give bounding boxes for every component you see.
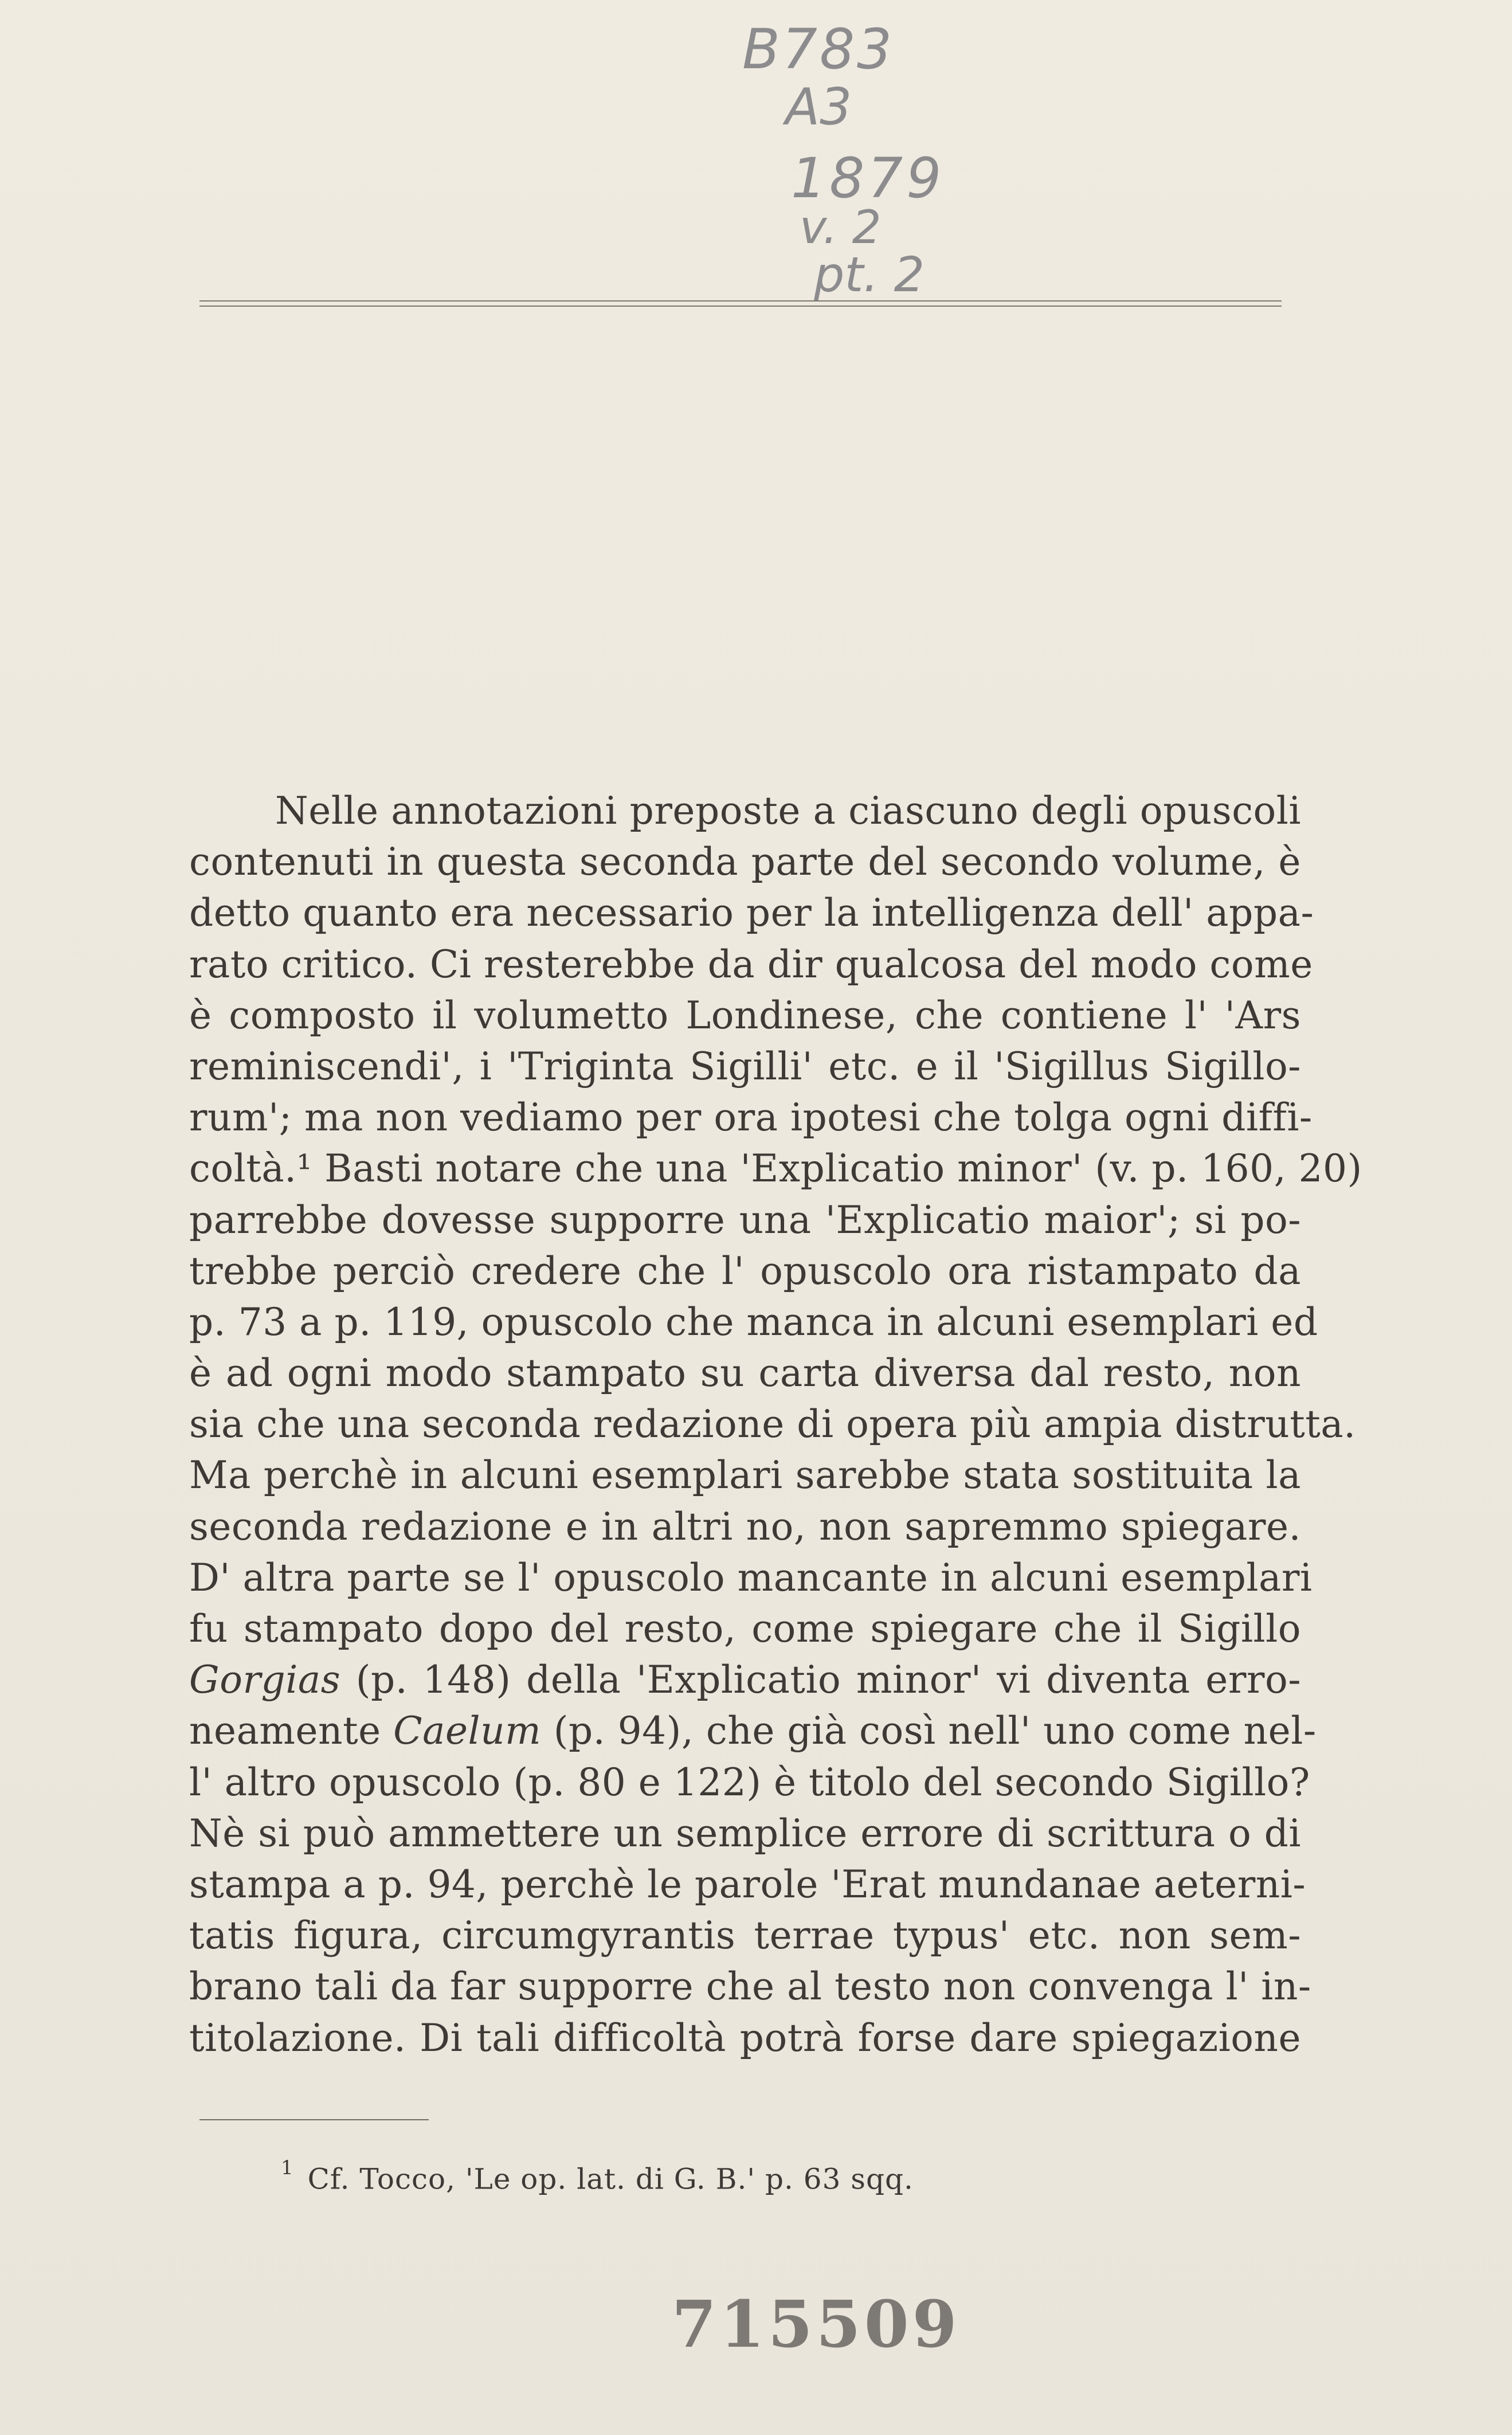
text-line: rum'; ma non vediamo per ora ipotesi che tolga ogni diffi- <box>189 1095 1313 1140</box>
text-line: detto quanto era necessario per la intelligenza dell' appa- <box>189 891 1314 935</box>
footnote <box>281 2156 914 2196</box>
text-line: coltà.¹ Basti notare che una 'Explicatio minor' (v. p. 160, 20) <box>189 1146 1362 1191</box>
pencil-shelfmark-line: A3 <box>785 77 852 136</box>
footnote-marker: 1 <box>281 2156 294 2179</box>
pencil-shelfmark-line: pt. 2 <box>814 246 925 303</box>
text-line: Nelle annotazioni preposte a ciascuno degli opuscoli <box>275 789 1301 833</box>
text-line <box>189 1654 1301 1705</box>
text-run: (p. 148) della 'Explicatio minor' vi diventa erro- <box>340 1658 1301 1702</box>
text-line: rato critico. Ci resterebbe da dir qualcosa del modo come <box>189 942 1313 986</box>
header-rule <box>199 306 1282 307</box>
header-rule <box>199 300 1282 302</box>
text-line: sia che una seconda redazione di opera più ampia distrutta. <box>189 1402 1356 1447</box>
text-run: neamente <box>189 1709 394 1753</box>
text-line: contenuti in questa seconda parte del secondo volume, è <box>189 840 1301 884</box>
text-line: Nè si può ammettere un semplice errore di scrittura o di <box>189 1811 1301 1855</box>
accession-stamp: 715509 <box>672 2287 961 2362</box>
text-line: titolazione. Di tali difficoltà potrà forse dare spiegazione <box>189 2015 1301 2060</box>
text-line: stampa a p. 94, perchè le parole 'Erat mundanae aeterni- <box>189 1862 1306 1906</box>
body-paragraph <box>189 785 1362 2064</box>
text-line: reminiscendi', i 'Triginta Sigilli' etc. e il 'Sigillus Sigillo- <box>189 1044 1301 1089</box>
footnote-rule <box>199 2119 429 2120</box>
italic-title: Caelum <box>393 1709 542 1753</box>
text-line <box>189 1705 1317 1756</box>
text-line: seconda redazione e in altri no, non sapremmo spiegare. <box>189 1504 1301 1549</box>
text-line: p. 73 a p. 119, opuscolo che manca in alcuni esemplari ed <box>189 1299 1318 1344</box>
text-line: Ma perchè in alcuni esemplari sarebbe stata sostituita la <box>189 1453 1301 1498</box>
text-line: fu stampato dopo del resto, come spiegare che il Sigillo <box>189 1607 1301 1651</box>
footnote-text: Cf. Tocco, 'Le op. lat. di G. B.' p. 63 sqq. <box>307 2162 914 2196</box>
text-line: trebbe perciò credere che l' opuscolo ora ristampato da <box>189 1248 1301 1293</box>
text-line: D' altra parte se l' opuscolo mancante in alcuni esemplari <box>189 1555 1313 1600</box>
text-run: (p. 94), che già così nell' uno come nel- <box>541 1709 1317 1753</box>
text-line: tatis figura, circumgyrantis terrae typus' etc. non sem- <box>189 1913 1301 1958</box>
text-line: l' altro opuscolo (p. 80 e 122) è titolo del secondo Sigillo? <box>189 1760 1310 1804</box>
text-line: è composto il volumetto Londinese, che contiene l' 'Ars <box>189 993 1301 1038</box>
pencil-shelfmark-line: v. 2 <box>800 201 882 254</box>
text-line: brano tali da far supporre che al testo non convenga l' in- <box>189 1964 1311 2009</box>
text-line: parrebbe dovesse supporre una 'Explicatio maior'; si po- <box>189 1197 1301 1242</box>
text-line: è ad ogni modo stampato su carta diversa dal resto, non <box>189 1351 1301 1396</box>
pencil-shelfmark-line: 1879 <box>791 146 945 210</box>
italic-title: Gorgias <box>189 1658 341 1702</box>
pencil-shelfmark-line: B783 <box>742 17 895 81</box>
